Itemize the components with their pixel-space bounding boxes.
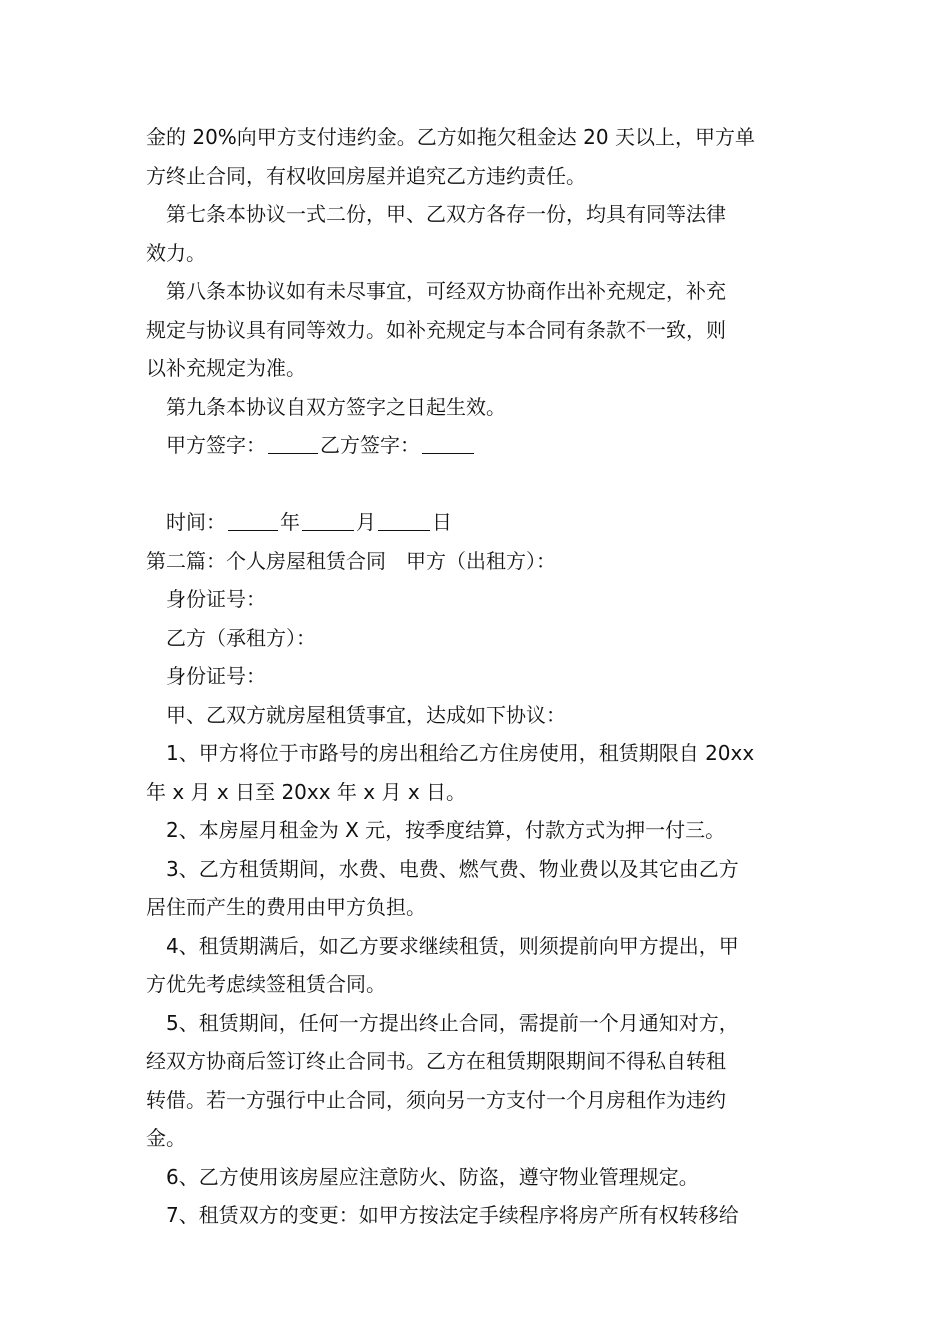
text-line: 7、租赁双方的变更：如甲方按法定手续程序将房产所有权转移给 xyxy=(166,1203,739,1227)
text-line: 方终止合同，有权收回房屋并追究乙方违约责任。 xyxy=(146,163,586,188)
text-line: 方优先考虑续签租赁合同。 xyxy=(146,972,386,996)
text-line: 规定与协议具有同等效力。如补充规定与本合同有条款不一致，则 xyxy=(146,317,726,342)
date-label: 时间： xyxy=(166,510,226,534)
text-line: 第二篇：个人房屋租赁合同 甲方（出租方）： xyxy=(146,548,556,573)
text-line: 经双方协商后签订终止合同书。乙方在租赁期限期间不得私自转租 xyxy=(146,1049,726,1073)
text-line: 第九条本协议自双方签字之日起生效。 xyxy=(166,394,506,419)
month-blank[interactable] xyxy=(302,504,354,531)
party-a-signature-blank[interactable] xyxy=(268,427,318,454)
text-line: 乙方（承租方）： xyxy=(166,625,316,650)
year-blank[interactable] xyxy=(228,504,278,531)
blank-spacer xyxy=(146,465,810,504)
text-line: 1、甲方将位于市路号的房出租给乙方住房使用，租赁期限自 20xx xyxy=(166,741,755,765)
day-blank[interactable] xyxy=(378,504,430,531)
text-line: 年 x 月 x 日至 20xx 年 x 月 x 日。 xyxy=(146,779,467,804)
party-b-signature-blank[interactable] xyxy=(422,427,474,454)
text-line: 效力。 xyxy=(146,240,206,265)
text-line: 居住而产生的费用由甲方负担。 xyxy=(146,895,426,919)
text-line: 金。 xyxy=(146,1126,186,1150)
text-line: 第八条本协议如有未尽事宜，可经双方协商作出补充规定，补充 xyxy=(166,279,726,303)
text-line: 3、乙方租赁期间，水费、电费、燃气费、物业费以及其它由乙方 xyxy=(166,856,739,881)
text-line: 身份证号： xyxy=(166,664,266,688)
signature-line xyxy=(146,426,810,465)
text-line: 第七条本协议一式二份，甲、乙双方各存一份，均具有同等法律 xyxy=(166,202,726,226)
text-line: 4、租赁期满后，如乙方要求继续租赁，则须提前向甲方提出，甲 xyxy=(166,933,739,958)
year-label: 年 xyxy=(280,510,300,534)
document-page xyxy=(146,118,810,1235)
text-line: 5、租赁期间，任何一方提出终止合同，需提前一个月通知对方， xyxy=(166,1010,739,1035)
day-label: 日 xyxy=(432,510,452,534)
text-line: 转借。若一方强行中止合同，须向另一方支付一个月房租作为违约 xyxy=(146,1087,726,1112)
text-line: 6、乙方使用该房屋应注意防火、防盗，遵守物业管理规定。 xyxy=(166,1164,699,1189)
contract-clauses-part-one xyxy=(146,118,810,426)
date-line xyxy=(146,503,810,542)
text-line: 甲、乙双方就房屋租赁事宜，达成如下协议： xyxy=(166,702,566,727)
contract-part-two xyxy=(146,542,810,1235)
month-label: 月 xyxy=(356,510,376,534)
party-b-signature-label: 乙方签字： xyxy=(320,433,420,457)
text-line: 身份证号： xyxy=(166,587,266,611)
text-line: 以补充规定为准。 xyxy=(146,356,306,380)
text-line: 2、本房屋月租金为 X 元，按季度结算，付款方式为押一付三。 xyxy=(166,818,726,842)
text-line: 金的 20%向甲方支付违约金。乙方如拖欠租金达 20 天以上，甲方单 xyxy=(146,125,755,149)
party-a-signature-label: 甲方签字： xyxy=(166,433,266,457)
